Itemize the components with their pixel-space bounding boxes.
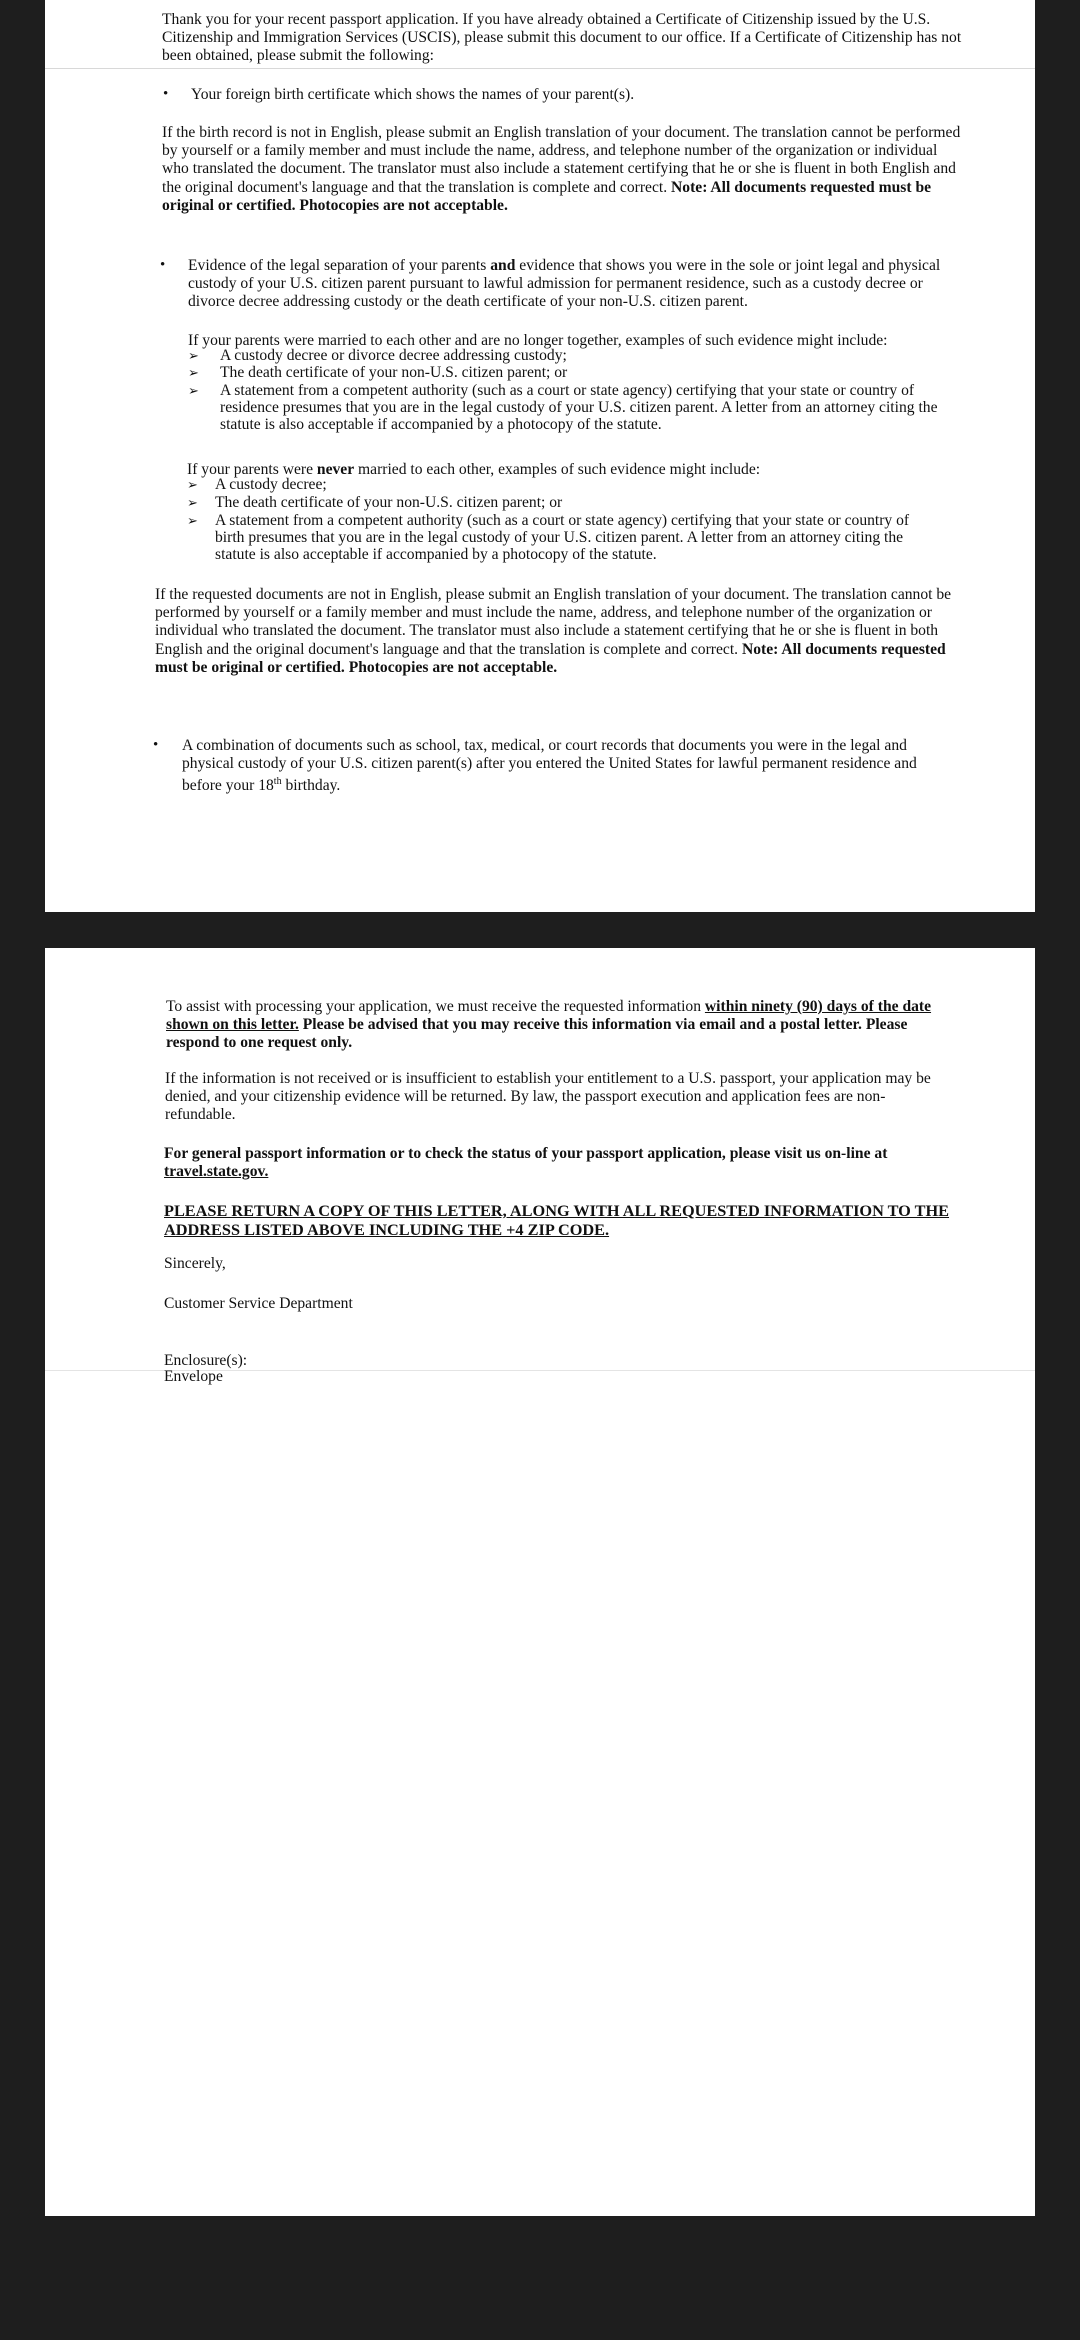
legal-separation-text-cont: evidence that shows you were in the sole or joint legal and physical custody of your U.S. citizen parent pursuant to lawful admission for permanent residence, such as a custody decree or divorce decree addressing custody or the death certificate of your non-U.S. citizen parent. [188,257,941,311]
bullet-2-marker: • [160,257,166,273]
translation-text-2: If the requested documents are not in English, please submit an English translation of your document. The translation cannot be performed by yourself or a family member and must include the name, address, and telephone number of the organization or individual who translated the document. The translator must also include a statement certifying that he or she is fluent in both English and the original document's language and that the translation is complete and correct. [155,586,952,658]
enclosure-item: Envelope [164,1368,223,1385]
legal-separation-item [188,257,963,312]
originals-note-2: Note: All documents requested must be original or certified. Photocopies are not acceptable. [155,640,946,676]
translation-text-1: If the birth record is not in English, please submit an English translation of your document. The translation cannot be performed by yourself or a family member and must include the name, address, and telephone number of the organization or individual who translated the document. The translator must also include a statement certifying that he or she is fluent in both English and the original document's language and that the translation is complete and correct. [162,124,961,196]
closing-text: Sincerely, [164,1255,226,1272]
scan-artifact [45,68,1035,69]
letter-page-1 [45,0,1035,912]
never-item-3: A statement from a competent authority (such as a court or state agency) certifying that your state or country of birth presumes that you are in the legal custody of your U.S. citizen parent. A letter from an attorney citing the statute is also acceptable if accompanied by a photocopy of the statute. [215,512,910,564]
never-item-1: A custody decree; [215,476,327,493]
ordinal-suffix: th [273,776,282,788]
general-info-paragraph [164,1145,964,1181]
return-copy-notice: PLEASE RETURN A COPY OF THIS LETTER, ALONG WITH ALL REQUESTED INFORMATION TO THE ADDRESS LISTED ABOVE INCLUDING THE +4 ZIP CODE. [164,1201,950,1239]
married-lead: If your parents were married to each other and are no longer together, examples of such evidence might include: [188,332,888,349]
not-received-paragraph: If the information is not received or is insufficient to establish your entitlement to a U.S. passport, your application may be denied, and your citizenship evidence will be returned. By law, the passport execution and application fees are non-refundable. [165,1070,931,1124]
married-item-1: A custody decree or divorce decree addressing custody; [220,347,567,364]
travel-state-gov-link[interactable]: travel.state.gov. [164,1163,269,1181]
never-arrow-1: ➢ [187,477,198,492]
never-arrow-3: ➢ [187,513,198,528]
general-info-text: For general passport information or to check the status of your passport application, please visit us on-line at [164,1145,888,1162]
combination-text-cont: birthday. [281,777,341,795]
combination-text: A combination of documents such as school, tax, medical, or court records that documents you were in the legal and physical custody of your U.S. citizen parent(s) after you entered the United States for lawful permanent residence and before your 18 [182,737,917,795]
legal-separation-text: Evidence of the legal separation of your parents [188,257,491,274]
translation-paragraph-2 [155,586,955,677]
never-item-2: The death certificate of your non-U.S. citizen parent; or [215,494,563,511]
deadline-text: within ninety (90) days of the date shown on this letter. [166,998,932,1034]
processing-paragraph [166,998,956,1053]
never-married-text: If your parents were [187,461,317,478]
bullet-1-marker: • [163,86,169,102]
translation-paragraph-1 [162,124,962,215]
never-married-text-cont: married to each other, examples of such evidence might include: [354,461,761,478]
originals-note-1: Note: All documents requested must be original or certified. Photocopies are not acceptable. [162,178,932,214]
legal-separation-emphasis: and [490,257,516,274]
never-arrow-2: ➢ [187,495,198,510]
birth-certificate-item: Your foreign birth certificate which shows the names of your parent(s). [191,86,635,103]
never-married-emphasis: never [316,461,355,478]
combination-documents-item [182,737,957,796]
married-arrow-3: ➢ [188,383,199,398]
married-item-2: The death certificate of your non-U.S. citizen parent; or [220,364,568,381]
married-arrow-2: ➢ [188,365,199,380]
married-item-3: A statement from a competent authority (such as a court or state agency) certifying that your state or country of residence presumes that you are in the legal custody of your U.S. citizen parent. A letter from an attorney citing the statute is also acceptable if accompanied by a photocopy of the statute. [220,382,938,434]
respond-once-text: Please be advised that you may receive this information via email and a postal letter. Please respond to one request only. [166,1016,908,1052]
letter-page-2 [45,948,1035,2216]
bullet-3-marker: • [153,737,159,753]
signature-department: Customer Service Department [164,1295,353,1312]
processing-text: To assist with processing your application, we must receive the requested information [166,998,705,1015]
intro-paragraph: Thank you for your recent passport application. If you have already obtained a Certificate of Citizenship issued by the U.S. Citizenship and Immigration Services (USCIS), please submit this document to our office. If a Certificate of Citizenship has not been obtained, please submit the following: [162,11,962,65]
married-arrow-1: ➢ [188,348,199,363]
enclosure-label: Enclosure(s): [164,1352,248,1369]
